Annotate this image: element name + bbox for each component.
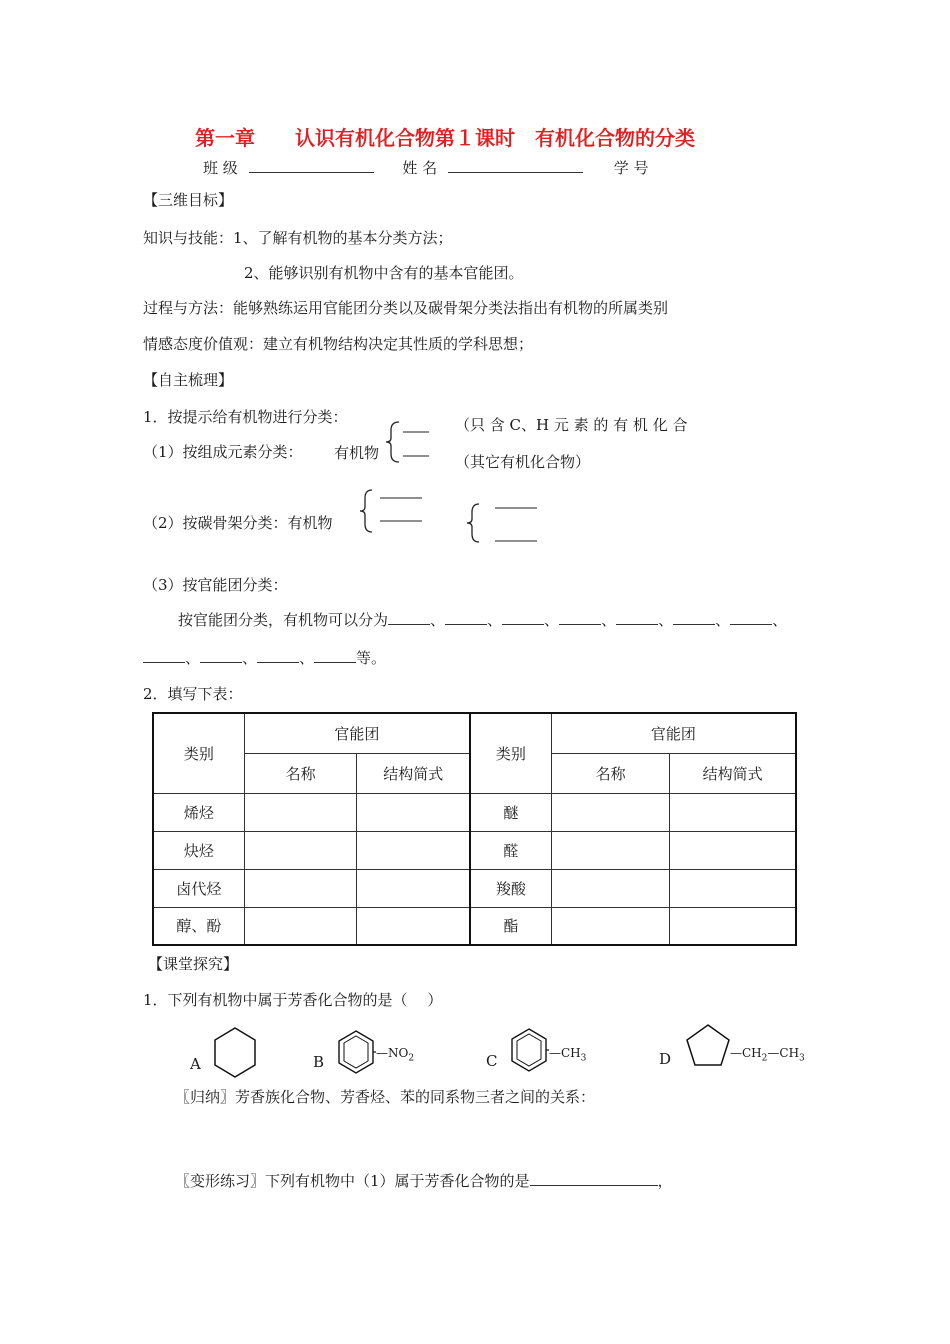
row-category-right: 醛 (470, 831, 551, 869)
toluene-structure (509, 1026, 549, 1076)
separator: 、 (185, 649, 201, 667)
separator: 、 (772, 611, 788, 629)
class-field[interactable] (249, 158, 374, 173)
ethyl-subscript-2: 3 (799, 1053, 805, 1064)
class-label: 班 级 (203, 159, 238, 177)
blank-field[interactable] (314, 648, 356, 663)
separator: 、 (658, 611, 674, 629)
option-b-label[interactable]: B (313, 1053, 325, 1071)
nitro-group: $—NO_2$ (376, 1046, 415, 1064)
cell-formula-input[interactable] (357, 793, 470, 831)
row-category-left: 烯烃 (153, 793, 244, 831)
name-field[interactable] (448, 158, 583, 173)
header-name-left: 名称 (244, 753, 357, 793)
group-list-end: 等。 (356, 649, 387, 667)
methyl-text: CH (561, 1046, 581, 1060)
separator: 、 (299, 649, 315, 667)
student-info-line (203, 157, 648, 178)
note-other: （其它有机化合物） (455, 453, 591, 471)
group-list-line-2 (143, 647, 386, 668)
separator: 、 (715, 611, 731, 629)
skeleton-brace (358, 488, 428, 534)
variant-answer-field[interactable] (530, 1171, 658, 1186)
functional-group-table (152, 712, 797, 946)
blank-field[interactable] (502, 610, 544, 625)
cell-name-input[interactable] (244, 907, 357, 945)
question-2: 2．填写下表： (143, 685, 243, 703)
page-title: 第一章 认识有机化合物第１课时 有机化合物的分类 (195, 126, 695, 150)
id-label: 学 号 (613, 159, 649, 177)
header-group-left: 官能团 (244, 713, 470, 753)
self-study-heading: 【自主梳理】 (143, 371, 234, 389)
methyl-subscript: 3 (580, 1053, 587, 1064)
cell-formula-input[interactable] (357, 869, 470, 907)
skeleton-sub-brace (465, 500, 540, 546)
separator: 、 (487, 611, 503, 629)
blank-field[interactable] (388, 610, 430, 625)
variant-text: 〖变形练习〗下列有机物中（1）属于芳香化合物的是 (175, 1172, 530, 1190)
ethyl-subscript-1: 2 (761, 1053, 768, 1064)
blank-field[interactable] (673, 610, 715, 625)
cell-name-input[interactable] (551, 831, 670, 869)
separator: 、 (242, 649, 258, 667)
organic-label: 有机物 (334, 444, 380, 462)
goal-process: 过程与方法：能够熟练运用官能团分类以及碳骨架分类法指出有机物的所属类别 (143, 299, 669, 317)
separator: 、 (601, 611, 617, 629)
option-c-label[interactable]: C (486, 1052, 498, 1070)
group-list-text: 按官能团分类，有机物可以分为 (178, 611, 389, 629)
cell-formula-input[interactable] (670, 907, 796, 945)
variant-end: ， (657, 1172, 673, 1190)
cell-name-input[interactable] (551, 907, 670, 945)
blank-field[interactable] (257, 648, 299, 663)
cell-formula-input[interactable] (670, 793, 796, 831)
cell-formula-input[interactable] (670, 831, 796, 869)
separator: 、 (544, 611, 560, 629)
goal-knowledge-2: 2、能够识别有机物中含有的基本官能团。 (244, 264, 524, 282)
cell-name-input[interactable] (551, 793, 670, 831)
explore-question-1: 1．下列有机物中属于芳香化合物的是（ ） (143, 991, 443, 1009)
ethyl-text-1: —CH (730, 1046, 762, 1060)
row-category-right: 醚 (470, 793, 551, 831)
blank-field[interactable] (445, 610, 487, 625)
ethyl-group (730, 1046, 805, 1063)
row-category-left: 卤代烃 (153, 869, 244, 907)
note-hydrocarbon: （只 含 C、H 元 素 的 有 机 化 合 (455, 416, 688, 434)
header-formula-left: 结构简式 (357, 753, 470, 793)
nitro-subscript: 2 (408, 1053, 415, 1064)
blank-field[interactable] (730, 610, 772, 625)
header-name-right: 名称 (551, 753, 670, 793)
explore-heading: 【课堂探究】 (148, 955, 239, 973)
cell-formula-input[interactable] (670, 869, 796, 907)
by-skeleton-label: （2）按碳骨架分类：有机物 (143, 514, 333, 532)
nitro-text: NO (388, 1046, 409, 1060)
cell-formula-input[interactable] (357, 907, 470, 945)
cell-formula-input[interactable] (357, 831, 470, 869)
cell-name-input[interactable] (244, 869, 357, 907)
blank-field[interactable] (143, 648, 185, 663)
header-category-left: 类别 (153, 713, 244, 793)
goal-emotion: 情感态度价值观：建立有机物结构决定其性质的学科思想； (143, 335, 534, 353)
name-label: 姓 名 (402, 159, 438, 177)
header-group-right: 官能团 (551, 713, 796, 753)
blank-field[interactable] (200, 648, 242, 663)
cell-name-input[interactable] (244, 831, 357, 869)
cell-name-input[interactable] (244, 793, 357, 831)
row-category-right: 羧酸 (470, 869, 551, 907)
variant-line (175, 1170, 673, 1191)
separator: 、 (430, 611, 446, 629)
option-a-label[interactable]: A (190, 1055, 201, 1073)
blank-field[interactable] (616, 610, 658, 625)
header-category-right: 类别 (470, 713, 551, 793)
goals-heading: 【三维目标】 (143, 191, 234, 209)
by-element-label: （1）按组成元素分类： (143, 443, 303, 461)
row-category-left: 醇、酚 (153, 907, 244, 945)
option-d-label[interactable]: D (659, 1050, 672, 1068)
row-category-right: 酯 (470, 907, 551, 945)
by-group-label: （3）按官能团分类： (143, 576, 288, 594)
goal-knowledge-1: 知识与技能：1、了解有机物的基本分类方法； (143, 229, 453, 247)
methyl-group: $—CH_3$ (549, 1046, 587, 1064)
cyclohexane-structure (210, 1025, 260, 1081)
blank-field[interactable] (559, 610, 601, 625)
row-category-left: 炔烃 (153, 831, 244, 869)
cell-name-input[interactable] (551, 869, 670, 907)
element-brace (385, 420, 435, 464)
nitrobenzene-structure (336, 1028, 376, 1078)
cyclopentane-structure (684, 1022, 734, 1068)
ethyl-text-2: —CH (767, 1046, 800, 1060)
question-1: 1．按提示给有机物进行分类： (143, 408, 348, 426)
group-list-line-1 (178, 609, 787, 630)
header-formula-right: 结构简式 (670, 753, 796, 793)
summary-line: 〖归纳〗芳香族化合物、芳香烃、苯的同系物三者之间的关系： (175, 1088, 596, 1106)
